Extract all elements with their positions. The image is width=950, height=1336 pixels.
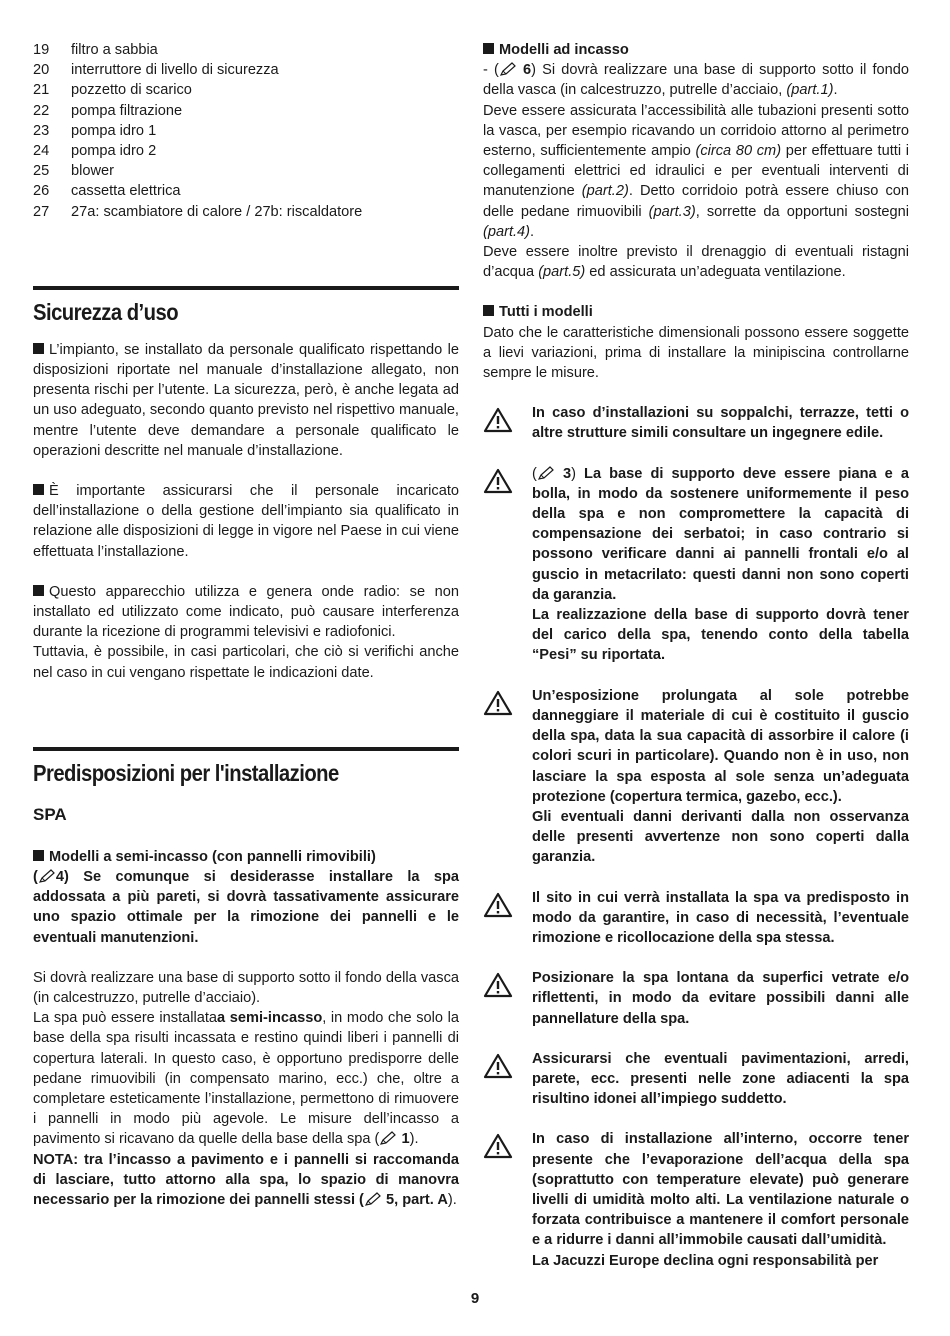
safety-paragraph-1: L’impianto, se installato da personale qualificato rispettando le disposizioni riportate nel manuale d’installazione allegato, non presenta rischi per l’utente. La sicurezza, però, è anche legata ad un uso adeguato, secondo quanto previsto nel rispettivo manuale, mentre l’utente deve demandare a personale qualificato le operazioni descritte nel manuale d’installazione.: [33, 341, 459, 459]
safety-paragraph-3b: Tuttavia, è possibile, in casi particolari, che ciò si verifichi anche nel caso in cui vengano rispettate le indicazioni date.: [33, 644, 459, 681]
list-item: [33, 80, 459, 100]
incasso-paragraph-3: Deve essere inoltre previsto il drenaggio di eventuali ristagni d’acqua (part.5) ed assicurata un’adeguata ventilazione.: [483, 244, 909, 281]
item-label: 27a: scambiatore di calore / 27b: riscaldatore: [71, 203, 363, 220]
warning-block: [483, 464, 909, 666]
semi-paragraph-2: La spa può essere installataa semi-incasso, in modo che solo la base della spa risulti incassata e restino quindi liberi i pannelli di copertura laterali. In questo caso, è opportuno predisporre delle pedane rimuovibili (in compensato marino, ecc.) che, oltre a completare esteticamente l’installazione, permettono di rimuovere i pannelli in modo più agevole. Le misure dell’incasso a pavimento si ricavano da quelle della base della spa ( 1).: [33, 1010, 459, 1148]
list-item: [33, 101, 459, 121]
tutti-paragraph: Dato che le caratteristiche dimensionali possono essere soggette a lievi variazioni, prima di installare la minipiscina controllarne sempre le misure.: [483, 324, 909, 382]
item-number: 23: [33, 122, 50, 139]
semi-paragraph-1: Si dovrà realizzare una base di supporto sotto il fondo della vasca (in calcestruzzo, putrelle d’acciaio).: [33, 969, 459, 1006]
item-number: 26: [33, 183, 50, 200]
item-label: cassetta elettrica: [71, 183, 181, 200]
semi-note: NOTA: tra l’incasso a pavimento e i pannelli si raccomanda di lasciare, tutto attorno alla spa, lo spazio di manovra necessario per la rimozione dei pannelli stessi ( 5, part. A).: [33, 1151, 459, 1208]
warning-block: [483, 888, 909, 949]
section-divider: [33, 747, 459, 751]
tutti-heading: Tutti i modelli: [483, 302, 909, 322]
square-bullet-icon: [33, 850, 44, 861]
warning-text: Assicurarsi che eventuali pavimentazioni, arredi, parete, ecc. presenti nelle zone adiacenti la spa risultino idonei all’impiego suddetto.: [532, 1050, 909, 1108]
list-item: [33, 181, 459, 201]
item-label: pompa idro 1: [71, 122, 157, 139]
square-bullet-icon: [33, 343, 44, 354]
section-title-safety: Sicurezza d’uso: [33, 298, 179, 325]
pencil-icon: [538, 466, 554, 480]
warning-triangle-icon: [483, 403, 532, 443]
warning-block: [483, 686, 909, 868]
parts-list: [33, 40, 459, 222]
item-label: filtro a sabbia: [71, 42, 158, 58]
list-item: [33, 40, 459, 60]
warning-triangle-icon: [483, 1129, 532, 1270]
incasso-heading: Modelli ad incasso: [483, 40, 909, 60]
warning-text: In caso di installazione all’interno, occorre tener presente che l’evaporazione dell’acqua della spa (soprattutto con temperature elevate) può generare livelli di umidità molto alti. La ventilazione naturale o forzata contribuisce a mantenere il comfort personale e a ridurre i danni all’immobile causati dall’umidità. La Jacuzzi Europe declina ogni responsabilità per: [532, 1131, 909, 1269]
item-number: 21: [33, 82, 50, 99]
warning-text: In caso d’installazioni su soppalchi, terrazze, tetti o altre strutture simili consultare un ingegnere edile.: [532, 405, 909, 442]
item-number: 19: [33, 42, 50, 58]
incasso-paragraph: - ( 6) Si dovrà realizzare una base di supporto sotto il fondo della vasca (in calcestruzzo, putrelle d’acciaio, (part.1).: [483, 62, 909, 99]
section-divider: [33, 286, 459, 290]
safety-paragraph-3: Questo apparecchio utilizza e genera onde radio: se non installato ed utilizzato come indicato, può causare interferenza durante la ricezione di programmi televisivi e radiofonici.: [33, 583, 459, 641]
warning-text: ( 3) La base di supporto deve essere piana e a bolla, in modo da sostenere uniformemente il peso della spa e non compromettere la capacità di compensazione dei serbatoi; in caso contrario si possono verificare danni ai pannelli frontali e/o al guscio in metacrilato: questi danni non sono coperti da garanzia. La realizzazione della base di supporto dovrà tener del carico della spa, tenendo conto della tabella “Pesi” su riportata.: [532, 465, 909, 664]
section-title-installation: Predisposizioni per l'installazione: [33, 759, 339, 786]
warning-block: [483, 403, 909, 443]
item-label: blower: [71, 163, 114, 180]
square-bullet-icon: [483, 305, 494, 316]
warning-triangle-icon: [483, 464, 532, 666]
item-number: 22: [33, 102, 50, 119]
square-bullet-icon: [33, 484, 44, 495]
warning-block: [483, 1129, 909, 1270]
warning-text: Il sito in cui verrà installata la spa va predisposto in modo da garantire, in caso di necessità, l’eventuale rimozione e ricollocazione della spa stessa.: [532, 889, 909, 946]
pencil-icon: [500, 62, 516, 76]
warning-text: Posizionare la spa lontana da superfici vetrate e/o riflettenti, in modo da evitare possibili danni alle pannellature della spa.: [532, 970, 909, 1027]
item-number: 27: [33, 203, 50, 220]
page-number: 9: [470, 1290, 480, 1307]
semi-heading: Modelli a semi-incasso (con pannelli rimovibili): [33, 847, 459, 867]
pencil-icon: [380, 1131, 396, 1145]
warning-block: [483, 1049, 909, 1110]
pencil-icon: [365, 1192, 381, 1206]
list-item: [33, 161, 459, 181]
right-column: [483, 40, 909, 1271]
item-label: pompa idro 2: [71, 142, 157, 159]
square-bullet-icon: [33, 585, 44, 596]
item-number: 25: [33, 163, 50, 180]
warning-triangle-icon: [483, 1049, 532, 1110]
warning-triangle-icon: [483, 888, 532, 949]
incasso-paragraph-2: Deve essere assicurata l’accessibilità alle tubazioni presenti sotto la vasca, per esempio ricavando un corridoio attorno al perimetro esterno, sufficientemente ampio (circa 80 cm) per effettuare tutti i collegamenti elettrici ed idraulici e per eventuali interventi di manutenzione (part.2). Detto corridoio potrà essere chiuso con delle pedane rimuovibili (part.3), sorrette da opportuni sostegni (part.4).: [483, 102, 910, 240]
item-label: interruttore di livello di sicurezza: [71, 62, 279, 79]
semi-warning-text: ( 4) Se comunque si desiderasse installare la spa addossata a più pareti, si dovrà tassativamente assicurare uno spazio ottimale per la rimozione dei pannelli e le eventuali manutenzioni.: [33, 868, 459, 946]
list-item: [33, 121, 459, 141]
item-number: 24: [33, 142, 50, 159]
list-item: [33, 202, 459, 222]
warning-block: [483, 968, 909, 1029]
pencil-icon: [39, 869, 55, 883]
subtitle-spa: SPA: [33, 804, 67, 824]
list-item: [33, 60, 459, 80]
warning-triangle-icon: [483, 686, 532, 868]
item-label: pompa filtrazione: [71, 102, 183, 119]
warning-triangle-icon: [483, 968, 532, 1029]
warning-text: Un’esposizione prolungata al sole potrebbe danneggiare il materiale di cui è costituito il guscio della spa, data la sua capacità di assorbire il calore (i colori scuri in particolare). Quando non è in uso, non lasciare la spa esposta al sole senza un’adeguata protezione (copertura termica, gazebo, ecc.). Gli eventuali danni derivanti dalla non osservanza delle presenti avvertenze non sono coperti dalla garanzia.: [532, 687, 909, 866]
item-label: pozzetto di scarico: [71, 82, 192, 99]
safety-paragraph-2: È importante assicurarsi che il personale incaricato dell’installazione o della gestione dell’impianto sia qualificato in relazione alle disposizioni di legge in vigore nel Paese in cui viene effettuata l’installazione.: [33, 482, 459, 560]
left-column: [33, 40, 459, 1210]
square-bullet-icon: [483, 43, 494, 54]
item-number: 20: [33, 62, 50, 79]
list-item: [33, 141, 459, 161]
